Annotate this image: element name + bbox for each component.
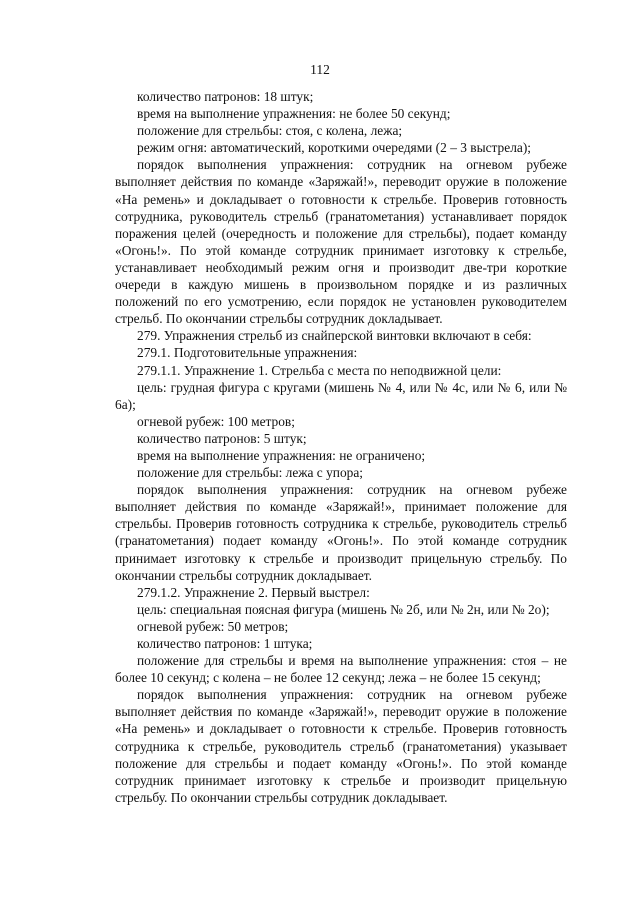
page-number: 112: [310, 62, 330, 77]
paragraph: количество патронов: 18 штук;: [137, 89, 314, 104]
paragraph: количество патронов: 5 штук;: [137, 430, 307, 446]
paragraph: порядок выполнения упражнения: сотрудник на огневом рубеже выполняет действия по команде «Заряжай!», принимает положение для стрельбы. Проверив готовность сотрудника к стрельбе, руководитель стрельб (гранатометания) подает команду «Огонь!». По этой команде сотрудник принимает изготовку к стрельбе и производит прицельную стрельбу. По окончании стрельбы сотрудник докладывает.: [115, 482, 567, 583]
paragraph: порядок выполнения упражнения: сотрудник на огневом рубеже выполняет действия по команде «Заряжай!», переводит оружие в положение «На ремень» и докладывает о готовности к стрельбе. Проверив готовность сотрудника, руководитель стрельб (гранатометания) устанавливает порядок поражения целей (очередность и положение для стрельбы), подает команду «Огонь!». По этой команде сотрудник принимает изготовку к стрельбе, устанавливает необходимый режим огня и производит две-три короткие очереди в каждую мишень в произвольном порядке и из различных положений по его усмотрению, если порядок не установлен руководителем стрельб. По окончании стрельбы сотрудник докладывает.: [115, 157, 567, 327]
paragraph: положение для стрельбы: стоя, с колена, лежа;: [137, 123, 403, 139]
paragraph: положение для стрельбы и время на выполнение упражнения: стоя – не более 10 секунд; с колена – не более 12 секунд; лежа – не более 15 секунд;: [115, 653, 567, 686]
body-text: [115, 88, 567, 806]
paragraph: положение для стрельбы: лежа с упора;: [137, 465, 364, 481]
paragraph: количество патронов: 1 штука;: [137, 636, 313, 651]
paragraph: режим огня: автоматический, короткими очередями (2 – 3 выстрела);: [137, 140, 531, 156]
paragraph: время на выполнение упражнения: не ограничено;: [137, 447, 426, 463]
exercise-heading: 279.1.2. Упражнение 2. Первый выстрел:: [137, 584, 370, 600]
section-heading: 279. Упражнения стрельб из снайперской винтовки включают в себя:: [137, 328, 532, 344]
paragraph: огневой рубеж: 50 метров;: [137, 618, 289, 634]
paragraph: цель: специальная поясная фигура (мишень № 2б, или № 2н, или № 2о);: [137, 601, 550, 617]
subsection-heading: 279.1. Подготовительные упражнения:: [137, 345, 358, 361]
paragraph: время на выполнение упражнения: не более 50 секунд;: [137, 106, 451, 122]
paragraph: огневой рубеж: 100 метров;: [137, 413, 295, 429]
exercise-heading: 279.1.1. Упражнение 1. Стрельба с места по неподвижной цели:: [137, 362, 502, 378]
paragraph: порядок выполнения упражнения: сотрудник на огневом рубеже выполняет действия по команде «Заряжай!», переводит оружие в положение «На ремень» и докладывает о готовности к стрельбе. Проверив готовность сотрудника к стрельбе, руководитель стрельб (гранатометания) указывает положение для стрельбы и подает команду «Огонь!». По этой команде сотрудник принимает изготовку к стрельбе и производит прицельную стрельбу. По окончании стрельбы сотрудник докладывает.: [115, 687, 567, 805]
paragraph: цель: грудная фигура с кругами (мишень № 4, или № 4с, или № 6, или № 6а);: [115, 379, 567, 412]
